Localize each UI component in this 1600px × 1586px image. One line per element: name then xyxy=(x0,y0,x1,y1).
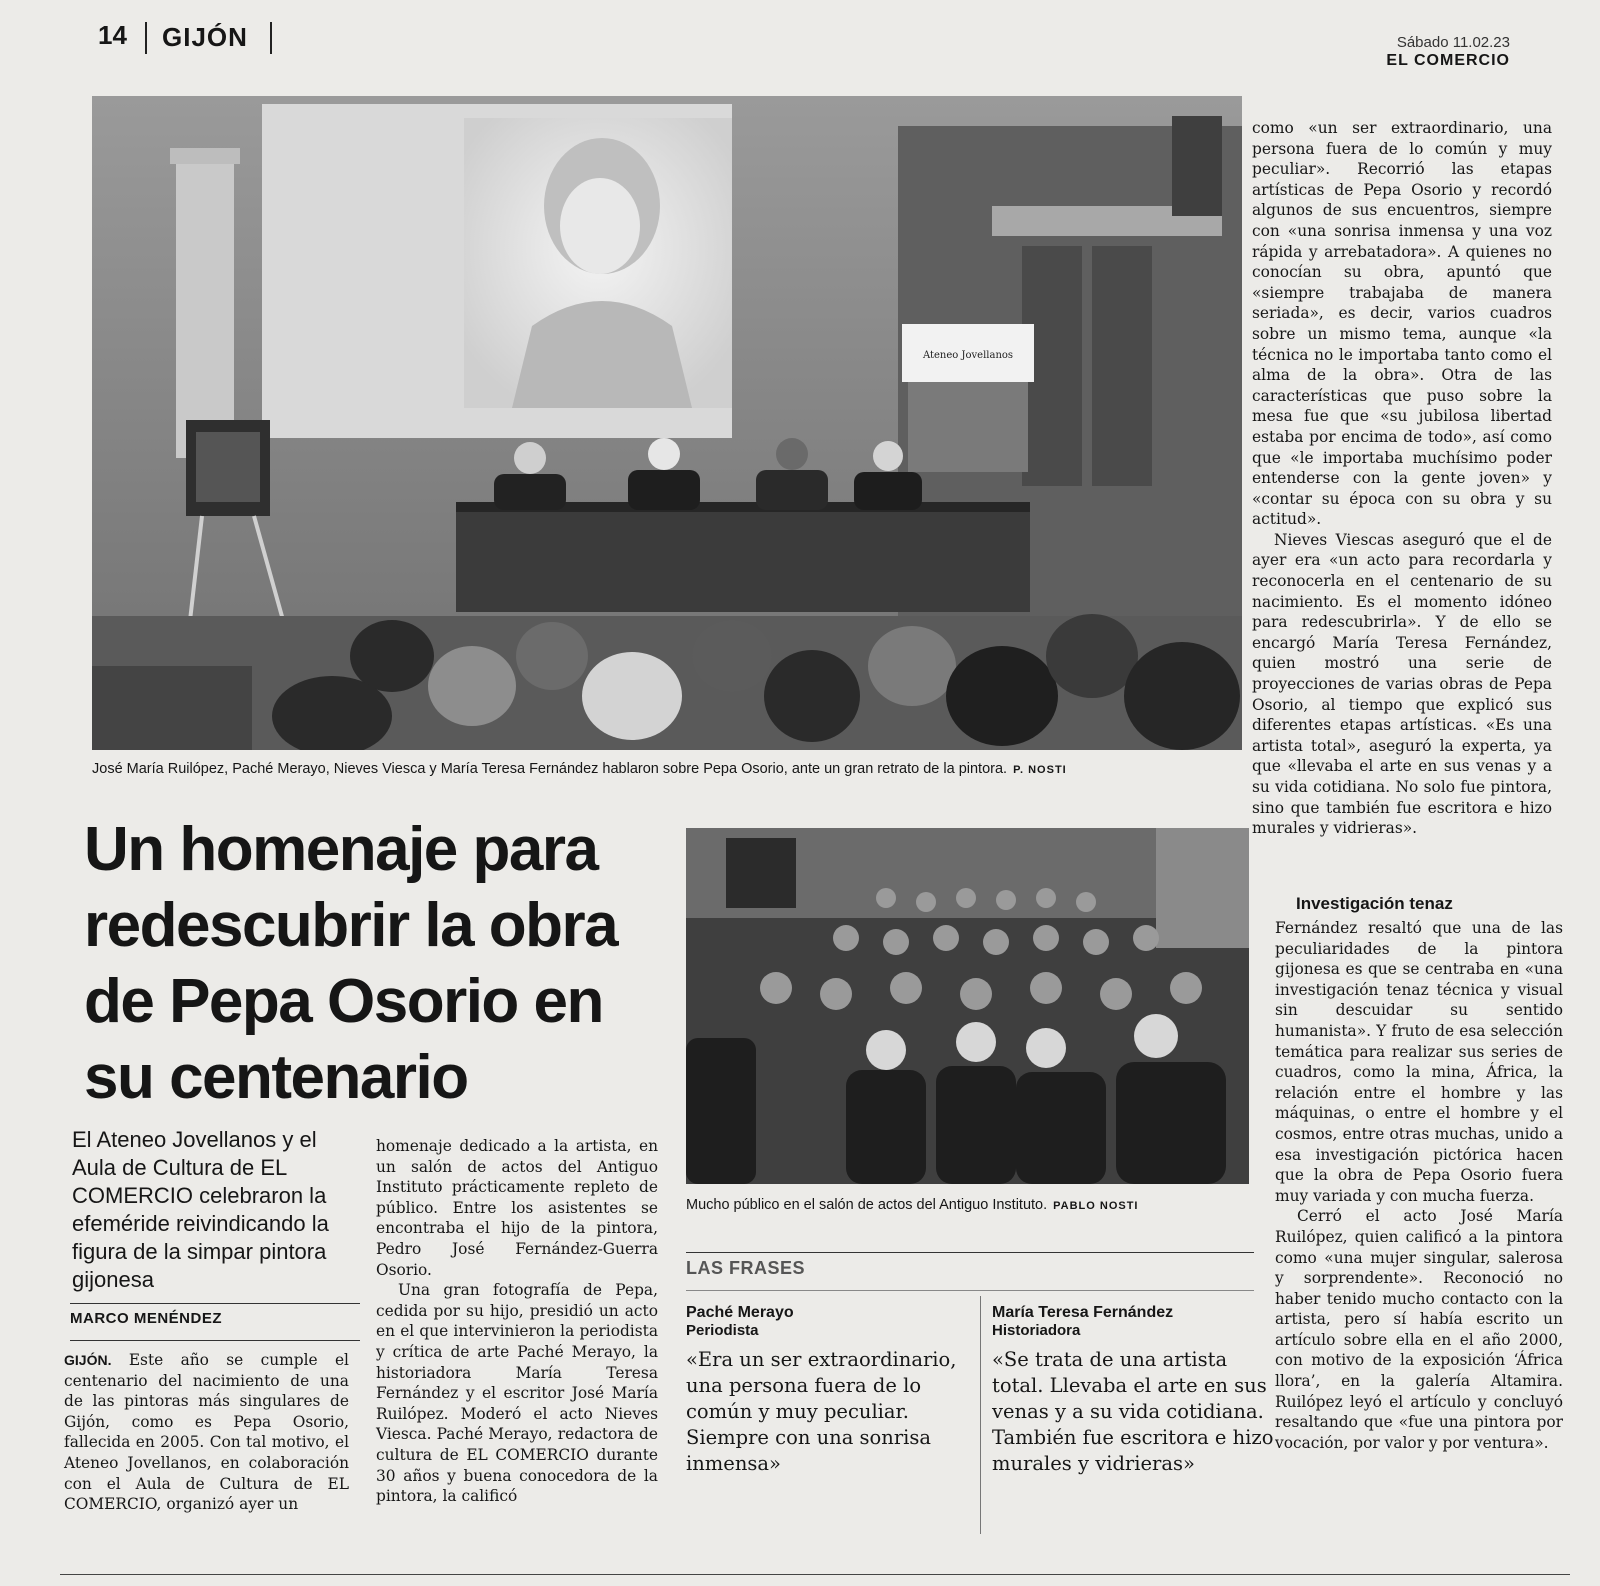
audience-photo xyxy=(686,828,1249,1184)
dateline: GIJÓN. xyxy=(64,1352,112,1368)
paragraph: Cerró el acto José María Ruilópez, quien calificó a la pintora como «una mujer singular, salerosa y sorprendente». Reconoció no haber tenido mucho contacto con la artista, pero sí había escrito un artículo sobre ella en el año 2000, con motivo de la exposición ‘África llora’, en la galería Altamira. Ruilópez leyó el artículo y concluyó resaltando que «fue una pintora por vocación, por valor y por ventura». xyxy=(1275,1207,1563,1452)
page-number: 14 xyxy=(98,20,127,50)
quote-author: María Teresa Fernández xyxy=(992,1304,1174,1321)
paragraph: Nieves Viescas aseguró que el de ayer era «un acto para recordarla y reconocerla en el centenario de su nacimiento. Es el momento idóneo para redescubrirla». Y de ello se encargó María Teresa Fernández, quien mostró una serie de proyecciones de varias obras de Pepa Osorio, al tiempo que explicó sus diferentes etapas artísticas. «Es una artista total», aseguró la experta, ya que «llevaba el arte en sus venas y a su vida cotidiana. No solo fue pintora, sino que también fue escritora e hizo murales y vidrieras». xyxy=(1252,530,1552,838)
caption-text: Mucho público en el salón de actos del Antiguo Instituto. xyxy=(686,1197,1048,1213)
photo-credit: PABLO NOSTI xyxy=(1053,1200,1139,1212)
header-divider xyxy=(145,22,147,54)
body-column-1 xyxy=(64,1350,349,1515)
issue-date: Sábado 11.02.23 xyxy=(1396,34,1510,51)
headline: Un homenaje para redescubrir la obra de Pepa Osorio en su centenario xyxy=(84,815,618,1112)
quote-role: Periodista xyxy=(686,1322,759,1339)
paragraph: como «un ser extraordinario, una persona fuera de lo común y muy peculiar». Recorrió las etapas artísticas de Pepa Osorio y recordó algunos de sus encuentros, siempre con «una sonrisa inmensa y una voz rápida y arrebatadora». A quienes no conocían su obra, apuntó que «siempre trabajaba de manera seriada», es decir, varios cuadros sobre un mismo tema, aunque «la técnica no le importaba tanto como el alma de la obra». Otra de las características que puso sobre la mesa fue que «su jubilosa libertad estaba por encima de todo», así como que «le importaba muchísimo poder entenderse con la gente joven» y «contar su época con su obra y su actitud». xyxy=(1252,119,1552,529)
quote-role: Historiadora xyxy=(992,1322,1081,1339)
body-column-3 xyxy=(1252,118,1552,839)
byline: MARCO MENÉNDEZ xyxy=(70,1310,222,1327)
newspaper-name: EL COMERCIO xyxy=(1386,52,1510,69)
audience-photo-illustration xyxy=(686,828,1249,1184)
section-name: GIJÓN xyxy=(162,22,248,52)
quote-text: «Era un ser extraordinario, una persona fuera de lo común y muy peculiar. Siempre con una sonrisa inmensa» xyxy=(686,1348,957,1475)
quote-text: «Se trata de una artista total. Llevaba el arte en sus venas y a su vida cotidiana. También fue escritora e hizo murales y vidrieras» xyxy=(992,1348,1274,1475)
main-photo-illustration xyxy=(92,96,1242,750)
page-bottom-rule xyxy=(60,1574,1570,1575)
main-photo-panel-event xyxy=(92,96,1242,750)
frases-rule xyxy=(686,1252,1254,1253)
section-subtitle: Investigación tenaz xyxy=(1296,894,1453,913)
byline-rule xyxy=(70,1340,360,1341)
frases-label: LAS FRASES xyxy=(686,1258,806,1278)
quote-author: Paché Merayo xyxy=(686,1304,794,1321)
paragraph: Una gran fotografía de Pepa, cedida por su hijo, presidió un acto en el que intervinieron la periodista y crítica de arte Paché Merayo, la historiadora María Teresa Fernández y el escritor José María Ruilópez. Moderó el acto Nieves Viesca. Paché Merayo, redactora de cultura de EL COMERCIO durante 30 años y buena conocedora de la pintora, la calificó xyxy=(376,1281,658,1506)
photo-credit: P. NOSTI xyxy=(1013,764,1067,776)
frases-rule xyxy=(686,1290,1254,1291)
header-divider xyxy=(270,22,272,54)
banner-label: Ateneo Jovellanos xyxy=(922,350,1014,361)
paragraph: homenaje dedicado a la artista, en un salón de actos del Antiguo Instituto prácticamente repleto de público. Entre los asistentes se encontraba el hijo de la pintora, Pedro José Fernández-Guerra Osorio. xyxy=(376,1137,658,1279)
quote-box xyxy=(686,1304,970,1477)
frases-divider xyxy=(980,1296,981,1534)
main-photo-caption xyxy=(92,760,1242,779)
audience-photo-caption xyxy=(686,1196,1249,1215)
quote-box xyxy=(992,1304,1282,1477)
paragraph: Este año se cumple el centenario del nacimiento de una de las pintoras más singulares de Gijón, como es Pepa Osorio, fallecida en 2005. Con tal motivo, el Ateneo Jovellanos, en colaboración con el Aula de Cultura de EL COMERCIO, organizó ayer un xyxy=(64,1351,349,1514)
caption-text: José María Ruilópez, Paché Merayo, Nieves Viesca y María Teresa Fernández hablaron sobre Pepa Osorio, ante un gran retrato de la pintora. xyxy=(92,761,1008,777)
body-column-2 xyxy=(376,1136,658,1507)
subheadline: El Ateneo Jovellanos y el Aula de Cultura de EL COMERCIO celebraron la efeméride reivindicando la figura de la simpar pintora gijonesa xyxy=(72,1127,329,1292)
paragraph: Fernández resaltó que una de las peculiaridades de la pintora gijonesa es que se centraba en «una investigación tenaz técnica y visual sin descuidar su sentido humanista». Y fruto de esa selección temática para realizar sus series de cuadros, como la mina, África, la relación entre el hombre y las máquinas, o entre el hombre y el cosmos, entre otras muchas, unido a esa investigación pictórica hacen que la obra de Pepa Osorio fuera muy variada y con mucha fuerza. xyxy=(1275,919,1563,1205)
body-column-4 xyxy=(1275,918,1563,1453)
byline-rule xyxy=(70,1303,360,1304)
